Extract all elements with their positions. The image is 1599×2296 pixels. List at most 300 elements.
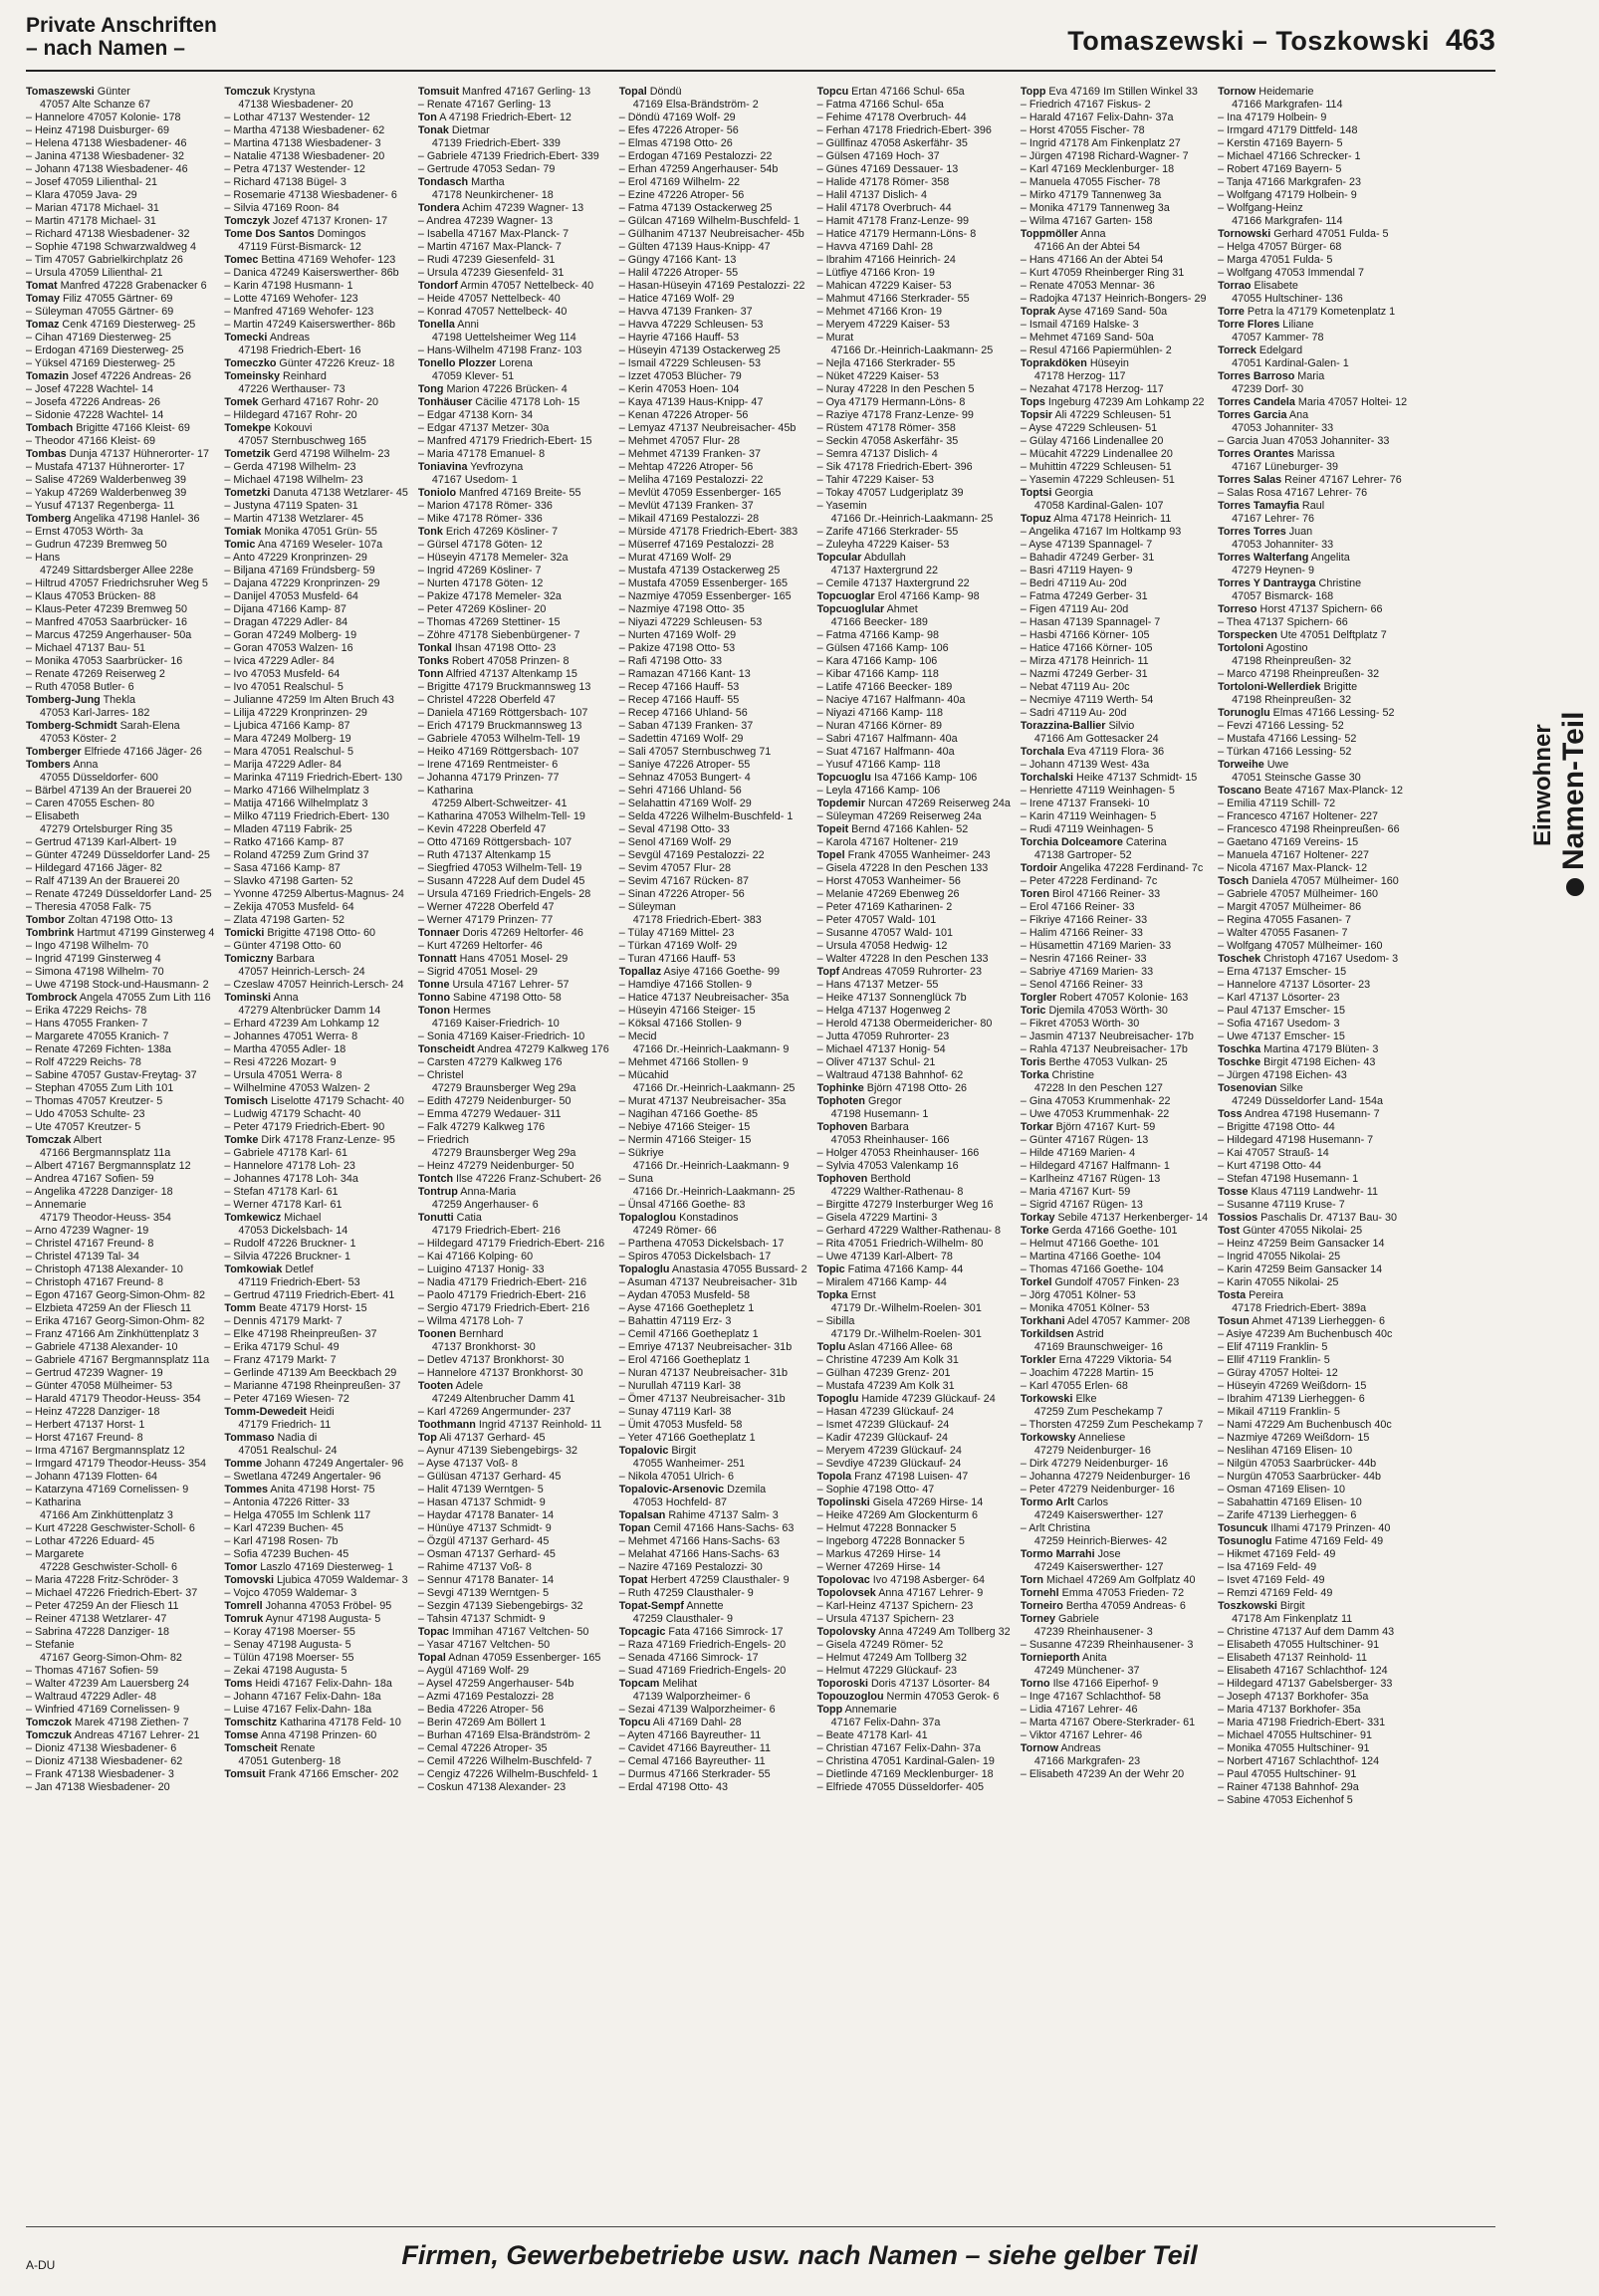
directory-entry: – Nagihan 47166 Goethe- 85 — [618, 1108, 759, 1120]
surname: Tonscheidt — [417, 1043, 475, 1055]
directory-entry: – Sik 47178 Friedrich-Ebert- 396 — [816, 461, 973, 473]
directory-entry: – Karin 47198 Husmann- 1 — [224, 280, 353, 292]
surname: Toonen — [417, 1328, 457, 1340]
directory-entry: – Julianne 47259 Im Alten Bruch 43 — [224, 694, 394, 706]
surname: Topolinski — [816, 1496, 870, 1508]
directory-entry: – Arno 47239 Wagner- 19 — [26, 1225, 149, 1237]
directory-entry: Topat-Sempf Annette — [618, 1600, 724, 1612]
directory-entry: – Gabriele 47167 Bergmannsplatz 11a — [26, 1354, 210, 1366]
directory-entry: – Naciye 47167 Halfmann- 40a — [816, 694, 966, 706]
directory-entry: – Justyna 47119 Spaten- 31 — [224, 500, 358, 512]
directory-entry: – Nesrin 47166 Reiner- 33 — [1020, 953, 1147, 965]
directory-entry: 47055 Hultschiner- 136 — [1232, 293, 1343, 305]
directory-entry: Topel Frank 47055 Wanheimer- 243 — [816, 849, 991, 861]
surname: Tombrink — [26, 927, 75, 939]
directory-entry: 47053 Dickelsbach- 14 — [238, 1225, 348, 1237]
surname: Torgler — [1020, 992, 1057, 1004]
surname: Toss — [1218, 1108, 1243, 1120]
surname: Toschke — [1218, 1056, 1261, 1068]
directory-entry: – Semra 47137 Dislich- 4 — [816, 448, 938, 460]
directory-entry: 47178 Herzog- 117 — [1033, 370, 1126, 382]
directory-entry: – Falk 47279 Kalkweg 176 — [417, 1121, 546, 1133]
directory-entry: – Danica 47249 Kaiserswerther- 86b — [224, 267, 399, 279]
directory-entry: – Mike 47178 Römer- 336 — [417, 513, 543, 525]
directory-entry: – Gerlinde 47139 Am Beeckbach 29 — [224, 1367, 397, 1379]
directory-entry: Torkhani Adel 47057 Kammer- 208 — [1020, 1315, 1191, 1327]
directory-entry: Torke Gerda 47166 Goethe- 101 — [1020, 1225, 1178, 1237]
directory-entry: Toss Andrea 47198 Husemann- 7 — [1218, 1108, 1380, 1120]
directory-entry: – Sezai 47139 Walporzheimer- 6 — [618, 1704, 776, 1716]
directory-entry: – Murat — [816, 332, 854, 344]
directory-entry: – Franz 47166 Am Zinkhüttenplatz 3 — [26, 1328, 199, 1340]
directory-entry: Topp Annemarie — [816, 1704, 897, 1716]
directory-entry: – Peter 47259 An der Fliesch 11 — [26, 1600, 179, 1612]
directory-entry: Topalovic-Arsenovic Dzemila — [618, 1484, 767, 1495]
directory-entry: – Hayrie 47166 Hauff- 53 — [618, 332, 740, 344]
directory-entry: – Bahadir 47249 Gerber- 31 — [1020, 552, 1155, 564]
directory-entry: – Margarete — [26, 1548, 85, 1560]
directory-entry: – Sibilla — [816, 1315, 855, 1327]
directory-entry: – Nezahat 47178 Herzog- 117 — [1020, 383, 1164, 395]
surname: Tophoven — [816, 1121, 868, 1133]
directory-entry: – Wolfgang 47053 Immendal 7 — [1218, 267, 1364, 279]
directory-entry: Tooten Adele — [417, 1380, 484, 1392]
directory-entry: Topsir Ali 47229 Schleusen- 51 — [1020, 409, 1172, 421]
directory-entry: – Erhan 47259 Angerhauser- 54b — [618, 163, 779, 175]
directory-entry: – Michael 47137 Bau- 51 — [26, 642, 146, 654]
directory-entry: – Erol 47166 Goetheplatz 1 — [618, 1354, 751, 1366]
directory-entry: Toprakdöken Hüseyin — [1020, 357, 1129, 369]
directory-entry: – Wolfgang 47179 Holbein- 9 — [1218, 189, 1357, 201]
surname: Torres Orantes — [1218, 448, 1294, 460]
directory-entry: – Arlt Christina — [1020, 1522, 1091, 1534]
surname: Tomczok — [26, 1717, 72, 1728]
directory-entry: – Ferhan 47178 Friedrich-Ebert- 396 — [816, 124, 992, 136]
directory-entry: – Günter 47167 Rügen- 13 — [1020, 1134, 1149, 1146]
directory-entry: 47279 Heynen- 9 — [1232, 565, 1314, 576]
directory-entry: – Turan 47166 Hauff- 53 — [618, 953, 736, 965]
directory-entry: – Kara 47166 Kamp- 106 — [816, 655, 938, 667]
directory-entry: – Uwe 47137 Emscher- 15 — [1218, 1031, 1345, 1042]
directory-entry: – Horst 47167 Freund- 8 — [26, 1432, 143, 1444]
surname: Toris — [1020, 1056, 1046, 1068]
directory-entry: – Izzet 47053 Blücher- 79 — [618, 370, 742, 382]
directory-entry: – Gülhan 47239 Grenz- 201 — [816, 1367, 951, 1379]
directory-entry: Toscano Beate 47167 Max-Planck- 12 — [1218, 785, 1403, 797]
directory-entry: 47137 Bronkhorst- 30 — [431, 1341, 536, 1353]
directory-entry: – Rafi 47198 Otto- 33 — [618, 655, 722, 667]
directory-entry: – Hünüye 47137 Schmidt- 9 — [417, 1522, 552, 1534]
directory-entry: 47179 Dr.-Wilhelm-Roelen- 301 — [830, 1302, 982, 1314]
directory-entry: – Isa 47169 Feld- 49 — [1218, 1561, 1317, 1573]
directory-entry: – Norbert 47167 Schlachthof- 124 — [1218, 1755, 1380, 1767]
directory-entry: Tomay Filiz 47055 Gärtner- 69 — [26, 293, 173, 305]
directory-entry: – Manfred 47179 Friedrich-Ebert- 15 — [417, 435, 592, 447]
directory-entry: Topf Andreas 47059 Ruhrorter- 23 — [816, 966, 983, 978]
directory-entry: 47051 Steinsche Gasse 30 — [1232, 772, 1361, 784]
surname: Tortoloni — [1218, 642, 1264, 654]
surname: Tomek — [224, 396, 259, 408]
directory-entry: 47179 Friedrich-Ebert- 216 — [431, 1225, 561, 1237]
directory-entry: Tomberg Angelika 47198 Hanlel- 36 — [26, 513, 200, 525]
directory-entry: – Andrea 47239 Wagner- 13 — [417, 215, 554, 227]
directory-entry: – Kaya 47139 Haus-Knipp- 47 — [618, 396, 764, 408]
directory-entry: Toppmöller Anna — [1020, 228, 1106, 240]
surname: Tosta — [1218, 1289, 1247, 1301]
directory-entry: 47239 Dorf- 30 — [1232, 383, 1304, 395]
directory-entry: – Süleyman 47055 Gärtner- 69 — [26, 306, 174, 318]
surname: Tost — [1218, 1225, 1241, 1237]
directory-entry: Toszkowski Birgit — [1218, 1600, 1305, 1612]
directory-entry: 47057 Alte Schanze 67 — [40, 99, 151, 111]
directory-entry: – Erdal 47198 Otto- 43 — [618, 1781, 728, 1793]
directory-entry: Torchia Dolceamore Caterina — [1020, 836, 1167, 848]
surname: Topalovic — [618, 1445, 669, 1457]
directory-entry: – Bärbel 47139 An der Brauerei 20 — [26, 785, 192, 797]
directory-entry: – Dajana 47229 Kronprinzen- 29 — [224, 577, 380, 589]
surname: Tometzik — [224, 448, 271, 460]
directory-entry: Topolovsek Anna 47167 Lehrer- 9 — [816, 1587, 984, 1599]
directory-entry: 47178 Neunkirchener- 18 — [431, 189, 554, 201]
directory-entry: – Werner 47179 Prinzen- 77 — [417, 914, 554, 926]
directory-entry: Topolinski Gisela 47269 Hirse- 14 — [816, 1496, 984, 1508]
surname: Tornieporth — [1020, 1652, 1080, 1664]
surname: Tomme — [224, 1458, 263, 1470]
surname: Tondorf — [417, 280, 458, 292]
directory-entry: Tomsuit Frank 47166 Emscher- 202 — [224, 1768, 399, 1780]
directory-entry: – Maria 47198 Friedrich-Ebert- 331 — [1218, 1717, 1386, 1728]
directory-entry: – Maria 47228 Fritz-Schröder- 3 — [26, 1574, 179, 1586]
directory-entry: Torres Tamayfia Raul — [1218, 500, 1325, 512]
directory-entry: – Angelika 47167 Im Holtkamp 93 — [1020, 526, 1182, 538]
surname: Tonk — [417, 526, 443, 538]
directory-entry: – Goran 47249 Molberg- 19 — [224, 629, 357, 641]
directory-entry: – Nazmi 47249 Gerber- 31 — [1020, 668, 1148, 680]
surname: Topaloglu — [618, 1263, 670, 1275]
directory-entry: – Ayse 47229 Schleusen- 51 — [1020, 422, 1158, 434]
directory-entry: – Edgar 47138 Korn- 34 — [417, 409, 534, 421]
directory-entry: 47249 Kaiserswerther- 127 — [1033, 1509, 1164, 1521]
directory-entry: – Suat 47167 Halfmann- 40a — [816, 746, 955, 758]
directory-entry: – Hamdiye 47166 Stollen- 9 — [618, 979, 752, 991]
directory-entry: – Havva 47229 Schleusen- 53 — [618, 319, 764, 331]
surname: Torres Salas — [1218, 474, 1282, 486]
directory-entry: – Christel 47139 Tal- 34 — [26, 1251, 139, 1263]
directory-entry: – Gülten 47139 Haus-Knipp- 47 — [618, 241, 771, 253]
directory-entry: Tophinke Björn 47198 Otto- 26 — [816, 1082, 968, 1094]
directory-entry: Top Ali 47137 Gerhard- 45 — [417, 1432, 546, 1444]
directory-entry: – Marco 47198 Rheinpreußen- 32 — [1218, 668, 1380, 680]
directory-entry: 47166 Dr.-Heinrich-Laakmann- 25 — [830, 513, 994, 525]
surname: Topal — [417, 1652, 446, 1664]
directory-entry: – Janina 47138 Wiesbadener- 32 — [26, 150, 185, 162]
directory-entry: 47179 Theodor-Heuss- 354 — [40, 1212, 171, 1224]
directory-entry: – Heinz 47198 Duisburger- 69 — [26, 124, 170, 136]
directory-entry: 47053 Köster- 2 — [40, 733, 116, 745]
directory-entry: 47059 Klever- 51 — [431, 370, 515, 382]
directory-entry: Tomkewicz Michael — [224, 1212, 322, 1224]
surname: Topolovsek — [816, 1587, 876, 1599]
directory-entry: – Monika 47179 Tannenweg 3a — [1020, 202, 1170, 214]
surname: Tomke — [224, 1134, 259, 1146]
surname: Topallaz — [618, 966, 662, 978]
directory-entry: – Dijana 47166 Kamp- 87 — [224, 603, 346, 615]
directory-entry: – Gülsen 47169 Hoch- 37 — [816, 150, 940, 162]
surname: Tomberg-Jung — [26, 694, 101, 706]
directory-entry: – Ingrid 47178 Am Finkenplatz 27 — [1020, 137, 1181, 149]
directory-entry: – Hannelore 47137 Lösorter- 23 — [1218, 979, 1371, 991]
surname: Tonn — [417, 668, 444, 680]
surname: Tomschitz — [224, 1717, 278, 1728]
surname: Torkildsen — [1020, 1328, 1074, 1340]
surname: Toschek — [1218, 953, 1261, 965]
directory-column — [418, 86, 609, 2206]
directory-entry: Topoglu Hamide 47239 Glückauf- 24 — [816, 1393, 996, 1405]
directory-entry: – Gudrun 47239 Bremweg 50 — [26, 539, 167, 551]
side-tab-line1: Einwohner — [1529, 724, 1556, 846]
directory-entry: – Yasemin — [816, 500, 867, 512]
directory-entry: 47178 Friedrich-Ebert- 389a — [1232, 1302, 1367, 1314]
directory-entry: – Sasa 47166 Kamp- 87 — [224, 862, 341, 874]
directory-entry: Tops Ingeburg 47239 Am Lohkamp 22 — [1020, 396, 1205, 408]
directory-entry: – Hildegard 47137 Gabelsberger- 33 — [1218, 1678, 1393, 1690]
directory-entry: – Erika 47179 Schul- 49 — [224, 1341, 340, 1353]
directory-entry: – Klaus 47053 Brücken- 88 — [26, 590, 156, 602]
directory-entry: – Bedia 47226 Atroper- 56 — [417, 1704, 544, 1716]
directory-entry: Topcu Ali 47169 Dahl- 28 — [618, 1717, 742, 1728]
directory-entry: – Kurt 47198 Otto- 44 — [1218, 1160, 1321, 1172]
directory-entry: – Selahattin 47169 Wolf- 29 — [618, 798, 752, 809]
directory-entry: – Ismet 47239 Glückauf- 24 — [816, 1419, 950, 1431]
directory-entry: – Karl 47169 Mecklenburger- 18 — [1020, 163, 1175, 175]
directory-entry: – Sabine 47053 Eichenhof 5 — [1218, 1794, 1353, 1806]
directory-entry: – Mücahit 47229 Lindenallee 20 — [1020, 448, 1173, 460]
surname: Toniavina — [417, 461, 468, 473]
directory-entry: – Egon 47167 Georg-Simon-Ohm- 82 — [26, 1289, 206, 1301]
directory-entry: Torrao Elisabete — [1218, 280, 1298, 292]
directory-entry: – Richard 47138 Bügel- 3 — [224, 176, 346, 188]
directory-entry: – Ruth 47259 Clausthaler- 9 — [618, 1587, 754, 1599]
directory-entry: – Cavidet 47166 Bayreuther- 11 — [618, 1742, 772, 1754]
directory-entry: Toprak Ayse 47169 Sand- 50a — [1020, 306, 1168, 318]
directory-entry: – Ellif 47119 Franklin- 5 — [1218, 1354, 1330, 1366]
surname: Tomiczny — [224, 953, 274, 965]
directory-entry: – Sükriye — [618, 1147, 664, 1159]
directory-entry: Tophoven Berthold — [816, 1173, 911, 1185]
directory-entry: Torkar Björn 47167 Kurt- 59 — [1020, 1121, 1156, 1133]
directory-entry: – Johann 47139 Flotten- 64 — [26, 1471, 158, 1483]
directory-entry: – Heide 47057 Nettelbeck- 40 — [417, 293, 561, 305]
directory-entry: – Sunay 47119 Karl- 38 — [618, 1406, 732, 1418]
directory-entry: – Karl-Heinz 47137 Spichern- 23 — [816, 1600, 974, 1612]
directory-entry: – Mara 47051 Realschul- 5 — [224, 746, 354, 758]
directory-entry: 47057 Bismarck- 168 — [1232, 590, 1334, 602]
directory-entry: 47166 Markgrafen- 23 — [1033, 1755, 1141, 1767]
directory-entry: – Günter 47198 Otto- 60 — [224, 940, 342, 952]
directory-entry: Tomse Anna 47198 Prinzen- 60 — [224, 1729, 377, 1741]
directory-column — [224, 86, 407, 2206]
directory-entry: – Susanne 47119 Kruse- 7 — [1218, 1199, 1345, 1211]
surname: Toptsi — [1020, 487, 1052, 499]
directory-entry: – Theodor 47166 Kleist- 69 — [26, 435, 156, 447]
side-tab-line2 — [1557, 712, 1591, 896]
surname: Toplu — [816, 1341, 846, 1353]
directory-entry: Toplu Aslan 47166 Allee- 68 — [816, 1341, 953, 1353]
directory-entry: – Christine 47137 Auf dem Damm 43 — [1218, 1626, 1395, 1638]
directory-entry: – Andrea 47167 Sofien- 59 — [26, 1173, 154, 1185]
directory-entry: – Azmi 47169 Pestalozzi- 28 — [417, 1691, 555, 1703]
directory-entry: – Peter 47057 Wald- 101 — [816, 914, 937, 926]
directory-entry: Tomrell Johanna 47053 Fröbel- 95 — [224, 1600, 392, 1612]
directory-entry: Torreso Horst 47137 Spichern- 66 — [1218, 603, 1383, 615]
surname: Toschka — [1218, 1043, 1261, 1055]
directory-entry: – Ruth 47137 Altenkamp 15 — [417, 849, 552, 861]
directory-entry: – Petra 47137 Westender- 12 — [224, 163, 365, 175]
directory-entry: Tosse Klaus 47119 Landwehr- 11 — [1218, 1186, 1378, 1198]
surname: Tomsuit — [417, 86, 460, 98]
directory-entry: Tomberg-Jung Thekla — [26, 694, 135, 706]
directory-entry: – Lotte 47169 Wehofer- 123 — [224, 293, 358, 305]
surname: Tordoir — [1020, 862, 1057, 874]
section-heading — [26, 14, 217, 60]
directory-entry: – Gürsel 47178 Göten- 12 — [417, 539, 543, 551]
directory-entry: – Lidia 47167 Lehrer- 46 — [1020, 1704, 1138, 1716]
directory-entry: – Czeslaw 47057 Heinrich-Lersch- 24 — [224, 979, 404, 991]
directory-entry: – Helmut 47229 Glückauf- 23 — [816, 1665, 958, 1677]
directory-entry: – Mirza 47178 Heinrich- 11 — [1020, 655, 1149, 667]
directory-entry: – Manuela 47055 Fischer- 78 — [1020, 176, 1161, 188]
directory-entry: – Tanja 47166 Markgrafen- 23 — [1218, 176, 1361, 188]
directory-entry: – Beate 47178 Karl- 41 — [816, 1729, 928, 1741]
directory-entry: – Johann 47138 Wiesbadener- 46 — [26, 163, 188, 175]
directory-entry: – Hans 47166 An der Abtei 54 — [1020, 254, 1164, 266]
surname: Torre — [1218, 306, 1245, 318]
directory-entry: 47167 Lüneburger- 39 — [1232, 461, 1338, 473]
directory-entry: Tonak Dietmar — [417, 124, 490, 136]
directory-entry: Tonne Ursula 47167 Lehrer- 57 — [417, 979, 570, 991]
directory-entry: – Zöhre 47178 Siebenbürgener- 7 — [417, 629, 580, 641]
directory-entry: Topcam Melihat — [618, 1678, 698, 1690]
directory-entry: – Lütfiye 47166 Kron- 19 — [816, 267, 935, 279]
directory-entry: Tonn Alfried 47137 Altenkamp 15 — [417, 668, 577, 680]
directory-entry: 47178 Am Finkenplatz 11 — [1232, 1613, 1353, 1625]
directory-entry: – Harald 47179 Theodor-Heuss- 354 — [26, 1393, 201, 1405]
surname: Torn — [1020, 1574, 1044, 1586]
surname: Torney — [1020, 1613, 1056, 1625]
directory-entry: – Fikret 47053 Wörth- 30 — [1020, 1018, 1140, 1030]
surname: Topolovac — [816, 1574, 870, 1586]
surname: Torazzina-Ballier — [1020, 720, 1106, 732]
directory-entry: – Klaus-Peter 47239 Bremweg 50 — [26, 603, 188, 615]
directory-entry: Tomkowiak Detlef — [224, 1263, 314, 1275]
directory-entry: – Natalie 47138 Wiesbadener- 20 — [224, 150, 385, 162]
surname: Torres Tamayfia — [1218, 500, 1299, 512]
directory-entry: 47198 Uettelsheimer Weg 114 — [431, 332, 576, 344]
directory-entry: – Irmgard 47179 Dittfeld- 148 — [1218, 124, 1358, 136]
directory-entry: – Ayse 47137 Voß- 8 — [417, 1458, 518, 1470]
directory-entry: Tomec Bettina 47169 Wehofer- 123 — [224, 254, 396, 266]
surname: Torre Flores — [1218, 319, 1280, 331]
directory-entry: – Margit 47057 Mülheimer- 86 — [1218, 901, 1362, 913]
directory-entry: – Dennis 47179 Markt- 7 — [224, 1315, 343, 1327]
section-heading-line2: – nach Namen – — [26, 37, 185, 61]
directory-entry: Tomsuit Manfred 47167 Gerling- 13 — [417, 86, 591, 98]
surname: Tooten — [417, 1380, 454, 1392]
directory-entry: 47166 Markgrafen- 114 — [1232, 99, 1343, 111]
directory-entry: Topolovac Ivo 47198 Asberger- 64 — [816, 1574, 986, 1586]
directory-entry: – Durmus 47166 Sterkrader- 55 — [618, 1768, 771, 1780]
directory-entry: – Özgül 47137 Gerhard- 45 — [417, 1535, 550, 1547]
directory-entry: – Erika 47229 Reichs- 78 — [26, 1005, 147, 1017]
directory-entry: – Ayse 47139 Spannagel- 7 — [1020, 539, 1153, 551]
directory-entry: – Fehime 47178 Overbruch- 44 — [816, 112, 967, 123]
directory-entry: – Karl 47137 Lösorter- 23 — [1218, 992, 1340, 1004]
directory-entry: – Emriye 47137 Neubreisacher- 31b — [618, 1341, 793, 1353]
section-side-tab — [1519, 538, 1591, 1035]
directory-entry: – Hasan 47137 Schmidt- 9 — [417, 1496, 546, 1508]
directory-entry: – Parthena 47053 Dickelsbach- 17 — [618, 1238, 785, 1250]
directory-entry: – Hildegard 47198 Husemann- 7 — [1218, 1134, 1374, 1146]
directory-entry: – Sabri 47167 Halfmann- 40a — [816, 733, 958, 745]
directory-entry: – Günter 47249 Düsseldorfer Land- 25 — [26, 849, 210, 861]
surname: Tomay — [26, 293, 60, 305]
directory-entry: – Suna — [618, 1173, 653, 1185]
directory-entry: – Ezine 47226 Atroper- 56 — [618, 189, 745, 201]
directory-entry: – Simona 47198 Wilhelm- 70 — [26, 966, 164, 978]
directory-entry: – Margarete 47055 Kranich- 7 — [26, 1031, 169, 1042]
directory-entry: – Mehmet 47166 Hans-Sachs- 63 — [618, 1535, 781, 1547]
directory-entry: – Kevin 47228 Oberfeld 47 — [417, 823, 547, 835]
directory-entry: – Mevlüt 47139 Franken- 37 — [618, 500, 754, 512]
directory-entry: – Michael 47166 Schrecker- 1 — [1218, 150, 1361, 162]
directory-entry: – Brigitte 47179 Bruckmannsweg 13 — [417, 681, 591, 693]
directory-entry: – Kurt 47228 Geschwister-Scholl- 6 — [26, 1522, 195, 1534]
directory-entry: – Basri 47119 Hayen- 9 — [1020, 565, 1133, 576]
directory-entry: – Tahsin 47137 Schmidt- 9 — [417, 1613, 546, 1625]
directory-entry: – Rudolf 47226 Bruckner- 1 — [224, 1238, 356, 1250]
directory-entry: – Thorsten 47259 Zum Peschekamp 7 — [1020, 1419, 1204, 1431]
surname: Tomeinsky — [224, 370, 281, 382]
directory-entry: – Ismail 47229 Schleusen- 53 — [618, 357, 761, 369]
directory-entry: – Nazmiye 47269 Weißdorn- 15 — [1218, 1432, 1370, 1444]
surname: Toszkowski — [1218, 1600, 1277, 1612]
surname: Topel — [816, 849, 845, 861]
surname: Tornehl — [1020, 1587, 1059, 1599]
directory-entry: – Helena 47138 Wiesbadener- 46 — [26, 137, 187, 149]
directory-entry: – Hildegard 47167 Halfmann- 1 — [1020, 1160, 1170, 1172]
directory-entry: – Meryem 47229 Kaiser- 53 — [816, 319, 950, 331]
directory-entry: Topcuoglu Isa 47166 Kamp- 106 — [816, 772, 978, 784]
surname: Tommaso — [224, 1432, 275, 1444]
directory-entry: Topp Eva 47169 Im Stillen Winkel 33 — [1020, 86, 1198, 98]
directory-entry: 47198 Rheinpreußen- 32 — [1232, 655, 1352, 667]
directory-entry: – Angelika 47228 Danziger- 18 — [26, 1186, 173, 1198]
directory-entry: – Ingrid 47269 Kösliner- 7 — [417, 565, 542, 576]
directory-entry: Tombor Zoltan 47198 Otto- 13 — [26, 914, 173, 926]
directory-entry: – Hamit 47178 Franz-Lenze- 99 — [816, 215, 970, 227]
directory-entry: – Ünsal 47166 Goethe- 83 — [618, 1199, 746, 1211]
surname: Tonon — [417, 1005, 451, 1017]
directory-entry: – Goran 47053 Walzen- 16 — [224, 642, 353, 654]
directory-entry: – Dioniz 47138 Wiesbadener- 6 — [26, 1742, 177, 1754]
directory-entry: – Garcia Juan 47053 Johanniter- 33 — [1218, 435, 1390, 447]
surname: Tombor — [26, 914, 66, 926]
directory-entry: – Tülay 47169 Mittel- 23 — [618, 927, 735, 939]
directory-entry: – Isvet 47169 Feld- 49 — [1218, 1574, 1325, 1586]
directory-entry: – Irma 47167 Bergmannsplatz 12 — [26, 1445, 185, 1457]
directory-entry: – Susann 47228 Auf dem Dudel 45 — [417, 875, 585, 887]
surname: Tornow — [1020, 1742, 1059, 1754]
